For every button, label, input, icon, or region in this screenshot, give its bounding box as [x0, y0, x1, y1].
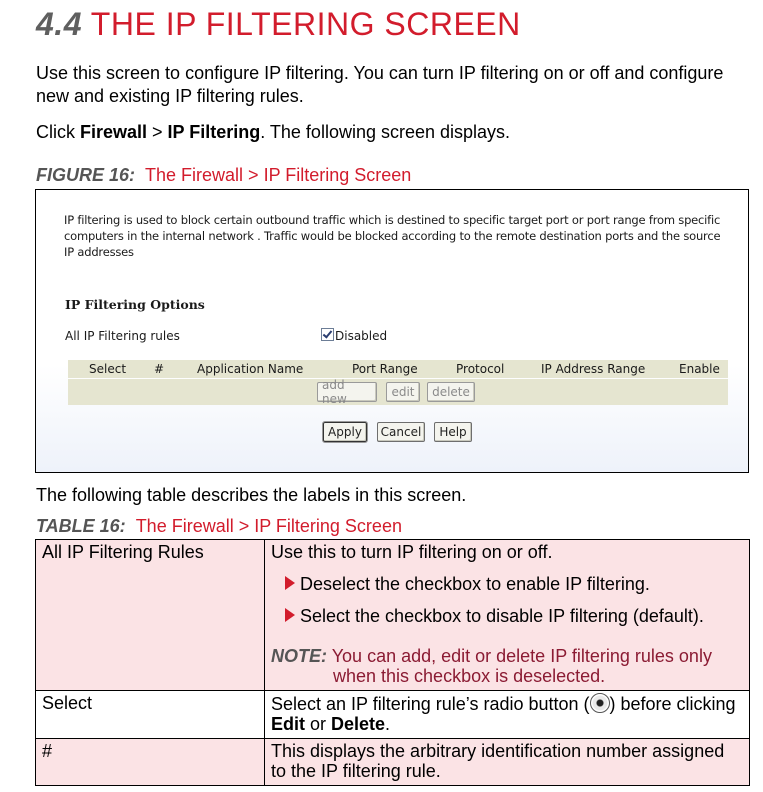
col-ip-address-range: IP Address Range — [541, 362, 646, 376]
table-intro: The following table describes the labels in this screen. — [36, 485, 467, 505]
menu-firewall: Firewall — [80, 122, 148, 142]
row-description: Select an IP filtering rule’s radio button ( ) before clicking Edit or Delete. — [265, 691, 750, 739]
bullet-item: Select the checkbox to disable IP filtering (default). — [271, 606, 743, 626]
note: NOTE: You can add, edit or delete IP filtering rules only when this checkbox is deselected. — [271, 646, 712, 686]
note-label: NOTE: — [271, 646, 327, 666]
add-new-button[interactable]: add new — [317, 382, 377, 402]
section-number: 4.4 — [36, 6, 82, 42]
disabled-checkbox[interactable] — [321, 328, 334, 341]
col-application-name: Application Name — [197, 362, 304, 376]
delete-button[interactable]: delete — [427, 382, 475, 402]
section-heading — [36, 6, 521, 43]
click-instruction: Click Firewall > IP Filtering. The following screen displays. — [36, 122, 511, 142]
all-rules-label: All IP Filtering rules — [65, 329, 180, 343]
table-title: The Firewall > IP Filtering Screen — [135, 516, 402, 536]
table-caption — [36, 516, 402, 537]
cancel-button[interactable]: Cancel — [377, 422, 425, 442]
arrow-bullet-icon — [285, 608, 295, 622]
row-label: All IP Filtering Rules — [36, 540, 265, 691]
table-row — [36, 691, 750, 739]
col-select: Select — [89, 362, 127, 376]
intro-paragraph: Use this screen to configure IP filtering. You can turn IP filtering on or off and configure new and existing IP filtering rules. — [36, 63, 724, 106]
col-enable: Enable — [679, 362, 720, 376]
table-row — [36, 739, 750, 786]
figure-description: IP filtering is used to block certain outbound traffic which is destined to specific target port or port range from specific computers in the internal network . Traffic would be blocked according to the remote destination ports and the source IP addresses — [64, 213, 721, 259]
labels-table — [35, 539, 750, 786]
row-label: Select — [36, 691, 265, 739]
col-number: # — [154, 362, 165, 376]
row-label: # — [36, 739, 265, 786]
bullet-item: Deselect the checkbox to enable IP filtering. — [271, 574, 743, 594]
col-port-range: Port Range — [352, 362, 418, 376]
radio-button-icon — [590, 693, 610, 713]
menu-ip-filtering: IP Filtering — [167, 122, 261, 142]
arrow-bullet-icon — [285, 576, 295, 590]
row-description: Use this to turn IP filtering on or off. Deselect the checkbox to enable IP filtering. Select the checkbox to disable IP filtering (default). NOTE: You can add, edit or delete IP filtering rules only when this checkbox is deselected. — [265, 540, 750, 691]
section-title: THE IP FILTERING SCREEN — [90, 6, 521, 42]
edit-button[interactable]: edit — [386, 382, 420, 402]
figure-caption — [36, 165, 411, 186]
disabled-toggle[interactable] — [321, 329, 387, 343]
disabled-label: Disabled — [335, 329, 388, 343]
figure-title: The Firewall > IP Filtering Screen — [145, 165, 412, 185]
table-number: TABLE 16: — [36, 516, 126, 536]
row-description: This displays the arbitrary identification number assigned to the IP filtering rule. — [265, 739, 750, 786]
table-row — [36, 540, 750, 691]
col-protocol: Protocol — [456, 362, 505, 376]
ip-filtering-figure — [35, 189, 749, 473]
help-button[interactable]: Help — [434, 422, 472, 442]
figure-number: FIGURE 16: — [36, 165, 136, 185]
ip-filtering-options-title: IP Filtering Options — [65, 297, 205, 312]
apply-button[interactable]: Apply — [323, 422, 367, 442]
